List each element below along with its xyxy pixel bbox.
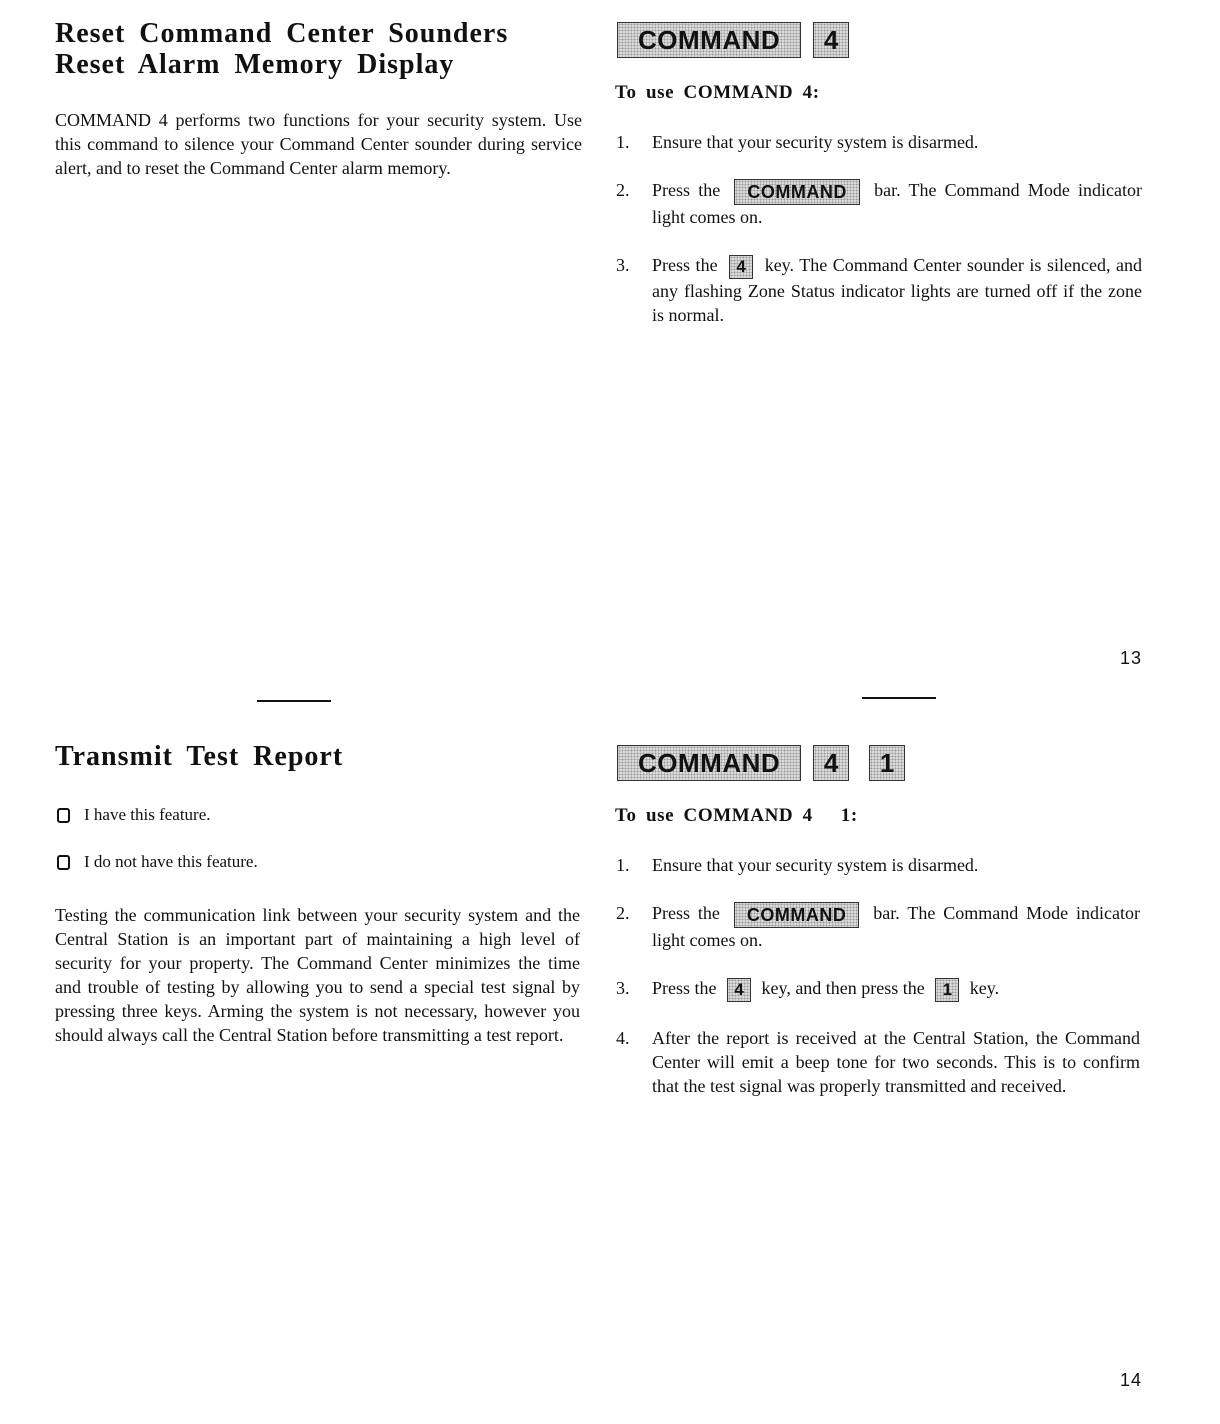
number-key-inline: 1	[935, 978, 959, 1002]
description-paragraph: COMMAND 4 performs two functions for your security system. Use this command to silence your Command Center sounder during service alert, and to reset the Command Center alarm memory.	[55, 110, 582, 178]
command-key: COMMAND	[617, 22, 801, 58]
step-text: bar. The Command Mode indicator light comes on.	[652, 180, 1143, 227]
step-text: Press the	[652, 977, 717, 998]
step-number: 4.	[616, 1027, 630, 1048]
description-paragraph: Testing the communication link between your security system and the Central Station is an important part of maintaining a high level of security for your property. The Command Center minimizes the time and trouble of testing by allowing you to send a special test signal by pressing three keys. Arming the system is not necessary, however you should always call the Central Station before transmitting a test report.	[55, 905, 580, 1045]
list-item	[616, 130, 1142, 154]
number-key-1: 1	[869, 745, 905, 781]
page-number: 13	[1120, 648, 1143, 668]
step-text: Ensure that your security system is disarmed.	[652, 132, 979, 152]
step-text: Ensure that your security system is disarmed.	[652, 855, 979, 875]
number-key-4: 4	[813, 22, 849, 58]
number-key-inline: 4	[727, 978, 751, 1002]
checkbox[interactable]	[57, 808, 70, 823]
list-item	[616, 178, 1143, 229]
step-text: bar. The Command Mode indicator light comes on.	[652, 903, 1141, 950]
checkbox-label: I do not have this feature.	[84, 852, 258, 871]
page-number: 14	[1120, 1370, 1143, 1390]
instruction-list	[616, 130, 1143, 327]
page-title-line2: Reset Alarm Memory Display	[55, 49, 455, 80]
step-text: After the report is received at the Central Station, the Command Center will emit a beep tone for two seconds. This is to confirm that the test signal was properly transmitted and received.	[652, 1027, 1140, 1096]
checkbox-label: I have this feature.	[84, 805, 211, 824]
list-item	[616, 1026, 1140, 1098]
step-number: 2.	[616, 903, 630, 923]
step-text: key.	[969, 977, 1000, 998]
binding-mark	[862, 697, 936, 699]
list-item	[616, 853, 1140, 877]
command-keys-header	[617, 22, 849, 58]
step-text: key, and then press the	[761, 977, 925, 998]
command-key-inline: COMMAND	[734, 179, 860, 205]
step-text: Press the	[652, 254, 718, 275]
step-text: Press the	[652, 903, 720, 923]
command-keys-header	[617, 745, 905, 781]
step-number: 1.	[616, 132, 630, 152]
use-command-label: To use COMMAND 4 1:	[615, 805, 858, 826]
page-title-block	[55, 18, 595, 80]
command-key-inline: COMMAND	[734, 902, 860, 928]
step-number: 3.	[616, 977, 630, 998]
page-title: Transmit Test Report	[55, 741, 344, 772]
command-key: COMMAND	[617, 745, 801, 781]
step-number: 1.	[616, 855, 630, 875]
list-item	[616, 253, 1143, 327]
list-item	[616, 976, 1140, 1002]
number-key-inline: 4	[729, 255, 753, 279]
binding-mark	[257, 700, 331, 702]
step-text: Press the	[652, 180, 721, 200]
feature-option-not[interactable]	[57, 851, 258, 873]
step-text: key. The Command Center sounder is silenced, and any flashing Zone Status indicator lights are turned off if the zone is normal.	[652, 254, 1143, 325]
use-command-label: To use COMMAND 4:	[615, 82, 820, 103]
step-number: 2.	[616, 180, 630, 200]
number-key-4: 4	[813, 745, 849, 781]
step-number: 3.	[616, 254, 630, 275]
page-title-line1: Reset Command Center Sounders	[55, 18, 509, 49]
checkbox[interactable]	[57, 855, 70, 870]
feature-option-have[interactable]	[57, 804, 211, 826]
instruction-list	[616, 853, 1141, 1098]
list-item	[616, 901, 1141, 952]
